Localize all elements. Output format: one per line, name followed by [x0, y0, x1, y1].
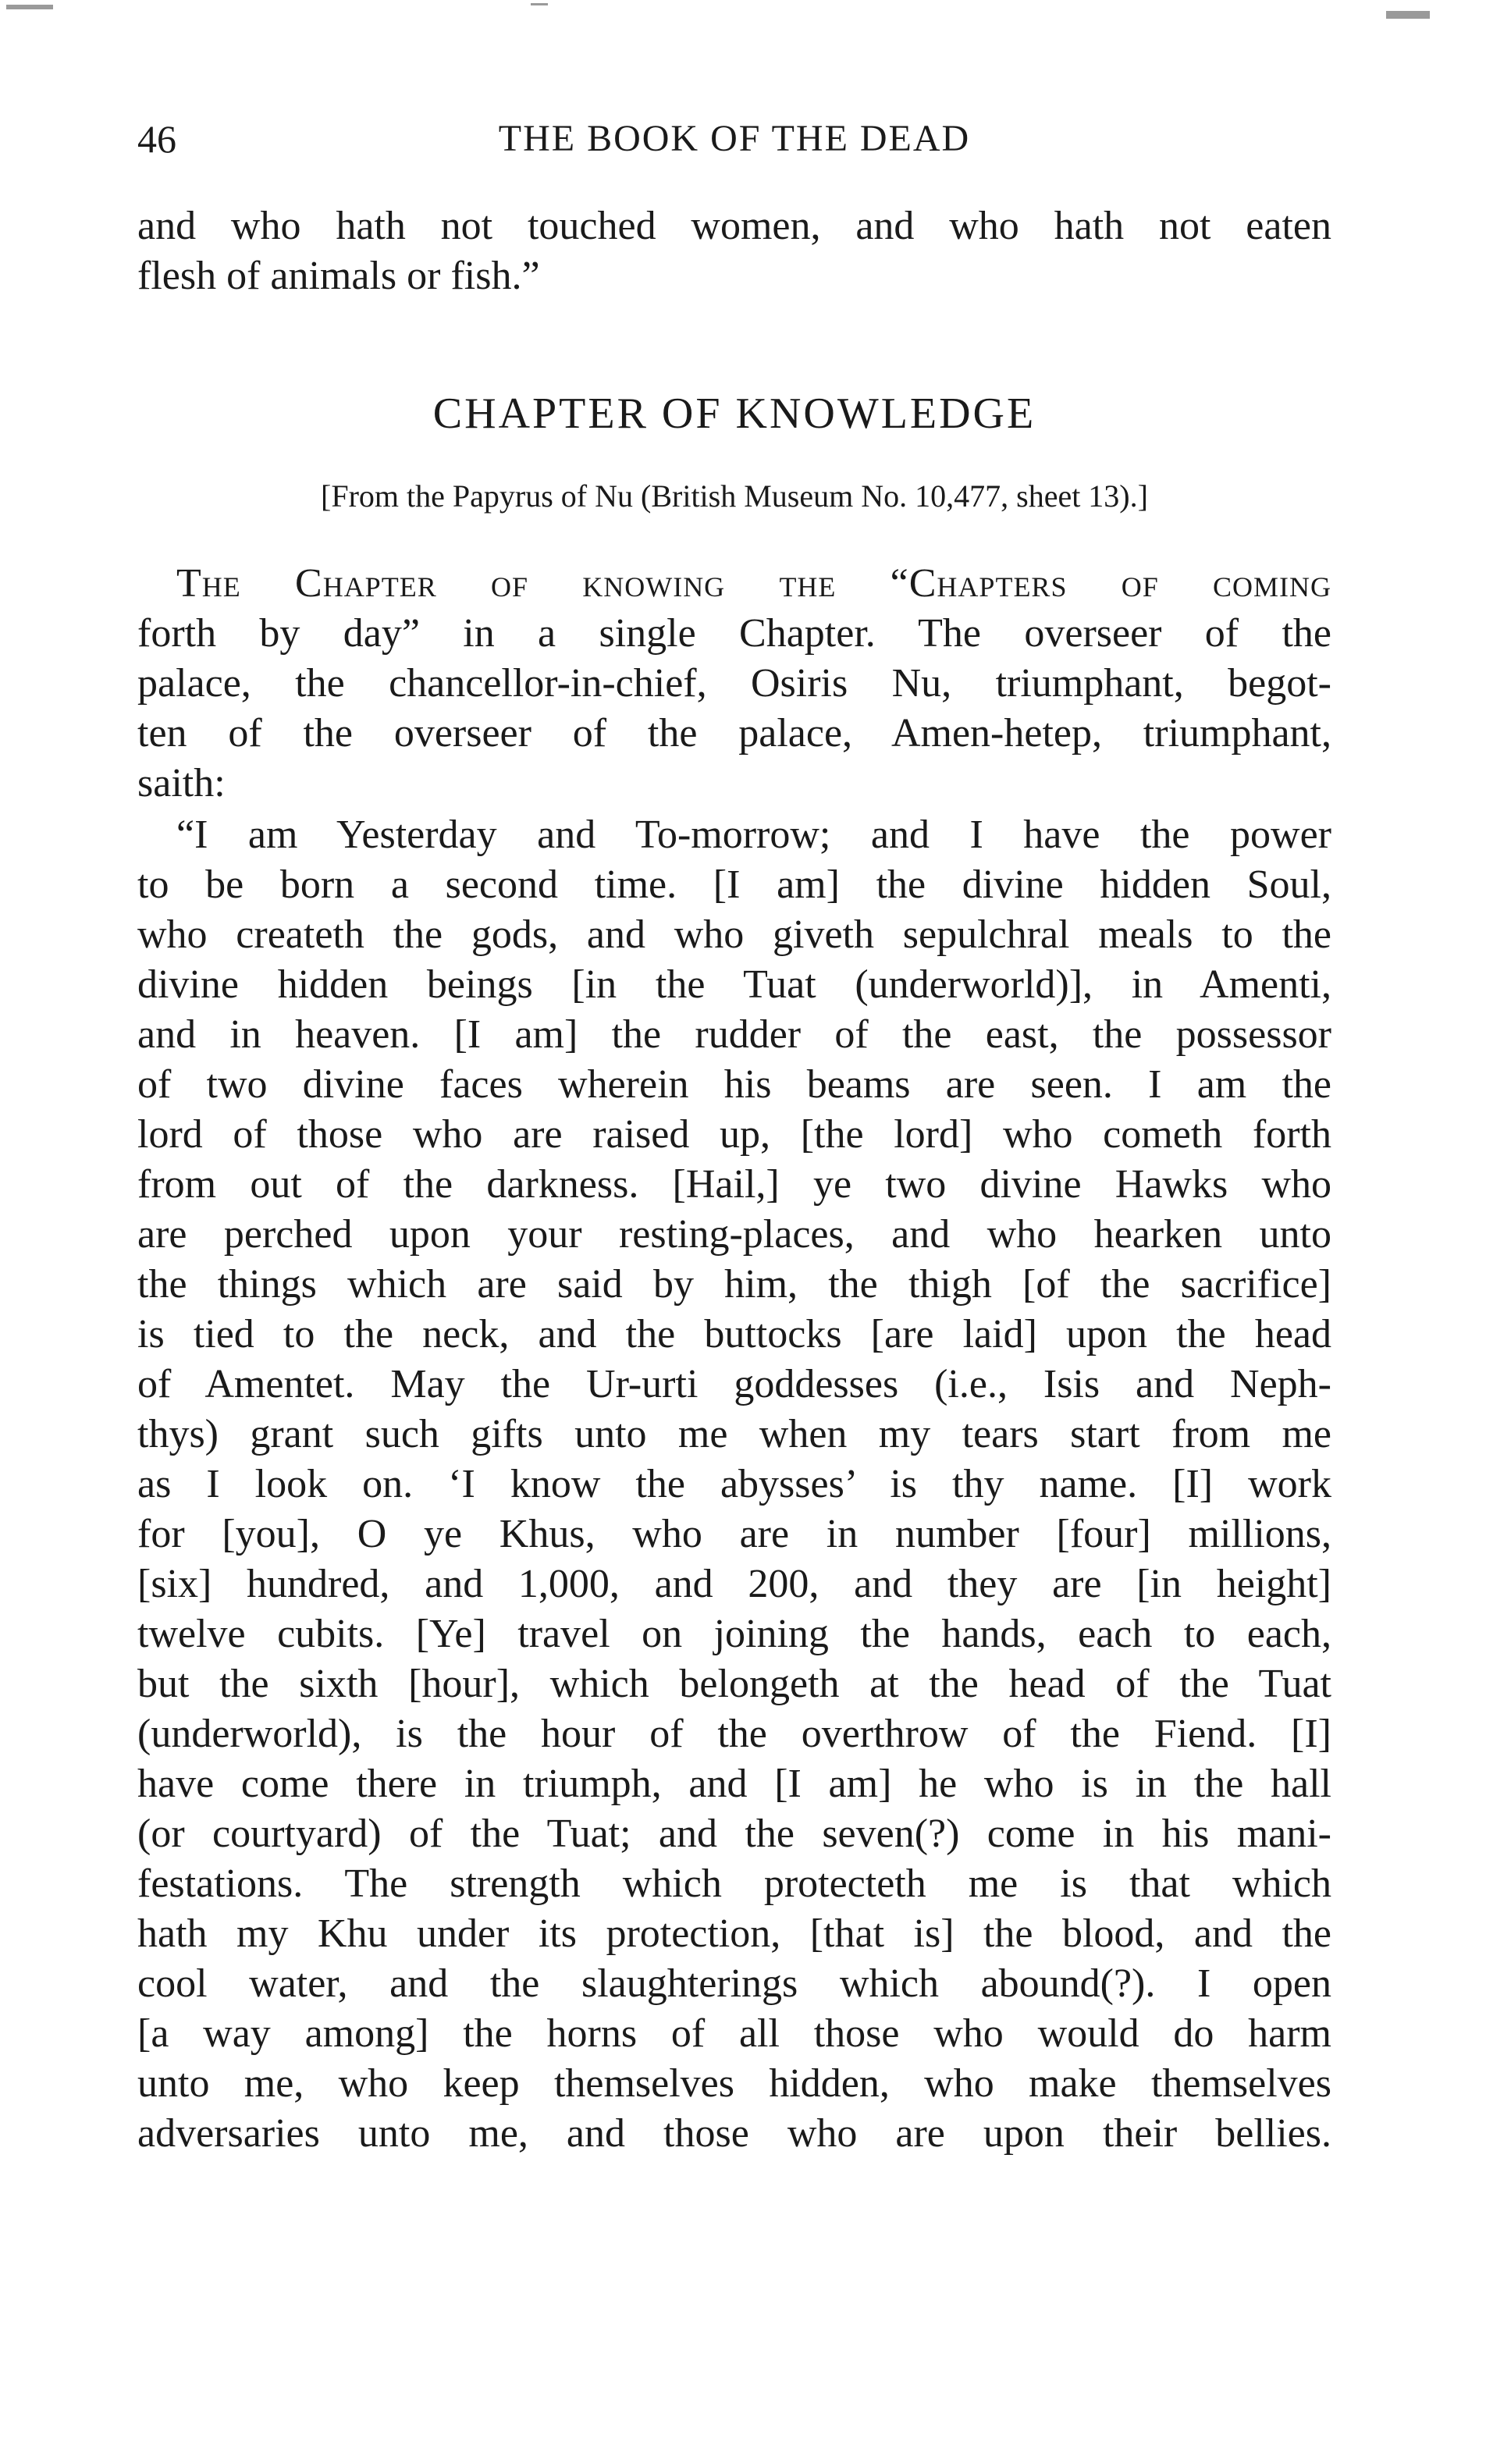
text-line: have come there in triumph, and [I am] he who is in the hall	[137, 1762, 1331, 1806]
text-line: ten of the overseer of the palace, Amen-hetep, triumphant,	[137, 711, 1331, 756]
speech-paragraph	[137, 810, 1331, 2159]
text-line: flesh of animals or fish.”	[137, 254, 540, 298]
text-line: for [you], O ye Khus, who are in number [four] millions,	[137, 1512, 1331, 1556]
text-line: twelve cubits. [Ye] travel on joining the hands, each to each,	[137, 1612, 1331, 1656]
text-line: saith:	[137, 761, 226, 805]
text-line: (or courtyard) of the Tuat; and the seven(?) come in his mani-	[137, 1812, 1331, 1856]
text-line: [six] hundred, and 1,000, and 200, and they are [in height]	[137, 1562, 1331, 1606]
running-head: THE BOOK OF THE DEAD	[498, 118, 971, 159]
text-line: but the sixth [hour], which belongeth at the head of the Tuat	[137, 1662, 1331, 1706]
text-line: thys) grant such gifts unto me when my tears start from me	[137, 1412, 1331, 1456]
page-header	[137, 116, 1331, 170]
text-line: is tied to the neck, and the buttocks [are laid] upon the head	[137, 1312, 1331, 1356]
source-note: [From the Papyrus of Nu (British Museum No. 10,477, sheet 13).]	[321, 478, 1148, 514]
text-line: forth by day” in a single Chapter. The overseer of the	[137, 611, 1331, 656]
text-line: from out of the darkness. [Hail,] ye two divine Hawks who	[137, 1162, 1331, 1207]
text-line: lord of those who are raised up, [the lord] who cometh forth	[137, 1112, 1331, 1157]
text-line: of Amentet. May the Ur-urti goddesses (i.e., Isis and Neph-	[137, 1362, 1331, 1406]
text-line: unto me, who keep themselves hidden, who make themselves	[137, 2061, 1331, 2106]
text-line: festations. The strength which protecteth me is that which	[137, 1861, 1331, 1906]
text-line: as I look on. ‘I know the abysses’ is thy name. [I] work	[137, 1462, 1331, 1506]
text-line: The Chapter of knowing the “Chapters of coming	[176, 561, 1331, 606]
chapter-title: CHAPTER OF KNOWLEDGE	[432, 389, 1036, 438]
text-line: cool water, and the slaughterings which abound(?). I open	[137, 1961, 1331, 2006]
text-line: hath my Khu under its protection, [that is] the blood, and the	[137, 1911, 1331, 1956]
text-line: [a way among] the horns of all those who would do harm	[137, 2011, 1331, 2056]
text-line: the things which are said by him, the thigh [of the sacrifice]	[137, 1262, 1331, 1307]
scan-speck	[6, 5, 53, 9]
text-line: who createth the gods, and who giveth sepulchral meals to the	[137, 912, 1331, 957]
scan-speck	[1386, 11, 1430, 19]
text-line: (underworld), is the hour of the overthrow of the Fiend. [I]	[137, 1712, 1331, 1756]
text-line: to be born a second time. [I am] the divine hidden Soul,	[137, 862, 1331, 907]
text-line: and who hath not touched women, and who hath not eaten	[137, 204, 1331, 248]
text-line: palace, the chancellor-in-chief, Osiris Nu, triumphant, begot-	[137, 661, 1331, 706]
page-number: 46	[137, 117, 176, 161]
text-line: are perched upon your resting-places, and who hearken unto	[137, 1212, 1331, 1257]
chapter-intro-paragraph	[137, 559, 1331, 809]
text-line: “I am Yesterday and To-morrow; and I have the power	[176, 812, 1331, 857]
text-line: adversaries unto me, and those who are upon their bellies.	[137, 2111, 1331, 2156]
scan-speck	[531, 3, 548, 5]
text-line: divine hidden beings [in the Tuat (underworld)], in Amenti,	[137, 962, 1331, 1007]
text-line: of two divine faces wherein his beams are seen. I am the	[137, 1062, 1331, 1107]
continuation-text	[137, 201, 1331, 301]
text-line: and in heaven. [I am] the rudder of the east, the possessor	[137, 1012, 1331, 1057]
